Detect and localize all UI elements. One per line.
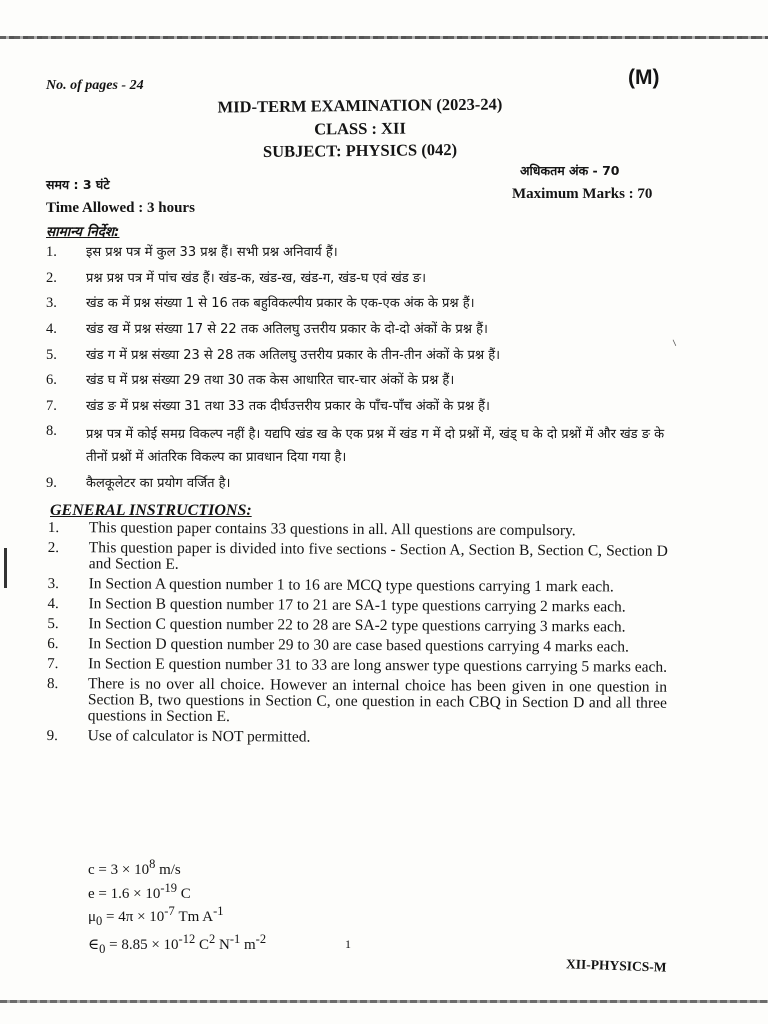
constant-electron-charge: $e = 1.6 \times 10^{-19}$ C <box>88 880 191 902</box>
list-item: 3. In Section A question number 1 to 16 are MCQ type questions carrying 1 mark each. <box>47 575 614 596</box>
hindi-instructions-list <box>46 240 686 497</box>
page-count: No. of pages - 24 <box>46 78 144 93</box>
list-item: 9. कैलकूलेटर का प्रयोग वर्जित है। <box>46 475 231 492</box>
list-item: 4. In Section B question number 17 to 21 are SA-1 type questions carrying 2 marks each. <box>47 595 626 616</box>
list-item: 4. खंड ख में प्रश्न संख्या 17 से 22 तक अतिलघु उत्तरीय प्रकार के दो-दो अंकों के प्रश्न हैं। <box>46 321 488 338</box>
physical-constants <box>88 856 266 958</box>
constant-speed-of-light: $c = 3 \times 10^8$ m/s <box>88 857 181 878</box>
list-item: 5. खंड ग में प्रश्न संख्या 23 से 28 तक अतिलघु उत्तरीय प्रकार के तीन-तीन अंकों के प्रश्न हैं। <box>46 346 501 363</box>
list-item: 9. Use of calculator is NOT permitted. <box>46 727 311 746</box>
hindi-instructions-heading: सामान्य निर्देश: <box>46 224 120 240</box>
pen-mark: ⸌ <box>667 338 680 355</box>
scan-edge-bottom <box>0 1000 768 1003</box>
class-title: CLASS : XII <box>314 118 406 139</box>
general-instructions-heading: GENERAL INSTRUCTIONS: <box>50 502 252 519</box>
maximum-marks: Maximum Marks : 70 <box>512 186 653 202</box>
constant-permittivity: $\in_0 = 8.85 \times 10^{-12}$ $C^2$ $N^{-1}$ $m^{-2}$ <box>88 931 267 956</box>
list-item: 5. In Section C question number 22 to 28 are SA-2 type questions carrying 3 marks each. <box>47 615 626 636</box>
constant-permeability: $\mu_0 = 4\pi \times 10^{-7}$ Tm $A^{-1}$ <box>88 904 224 928</box>
list-item: 3. खंड क में प्रश्न संख्या 1 से 16 तक बहुविकल्पीय प्रकार के एक-एक अंक के प्रश्न हैं। <box>46 295 475 312</box>
list-item: 2. प्रश्न प्रश्न पत्र में पांच खंड हैं। खंड-क, खंड-ख, खंड-ग, खंड-घ एवं खंड ङ। <box>46 269 427 286</box>
subject-title: SUBJECT: PHYSICS (042) <box>262 139 458 162</box>
footer-code: XII-PHYSICS-M <box>565 956 667 975</box>
list-item: 7. खंड ङ में प्रश्न संख्या 31 तथा 33 तक दीर्घउत्तरीय प्रकार के पाँच-पाँच अंकों के प्रश्न हैं। <box>46 397 490 414</box>
time-hindi: समय : 3 घंटे <box>46 177 110 192</box>
list-item: 6. खंड घ में प्रश्न संख्या 29 तथा 30 तक केस आधारित चार-चार अंकों के प्रश्न हैं। <box>46 372 455 389</box>
list-item: 6. In Section D question number 29 to 30 are case based questions carrying 4 marks each. <box>47 635 629 656</box>
binding-mark <box>4 548 7 588</box>
time-allowed: Time Allowed : 3 hours <box>46 200 195 216</box>
scan-edge-top <box>0 36 768 39</box>
exam-title: MID-TERM EXAMINATION (2023-24) <box>217 94 503 117</box>
list-item: 7. In Section E question number 31 to 33 are long answer type questions carrying 5 marks each. <box>47 655 668 676</box>
list-item: 1. इस प्रश्न पत्र में कुल 33 प्रश्न हैं। सभी प्रश्न अनिवार्य हैं। <box>46 244 338 261</box>
page-number: 1 <box>345 937 351 951</box>
list-item: 2. This question paper is divided into five sections - Section A, Section B, Section C, Section D and Section E. <box>47 539 668 573</box>
marks-hindi: अधिकतम अंक - 70 <box>520 163 620 178</box>
general-instructions-list <box>47 520 668 752</box>
list-item: 8. प्रश्न पत्र में कोई समग्र विकल्प नहीं है। यद्यपि खंड ख के एक प्रश्न में खंड ग में दो प्रश्नों में, खंड् घ के दो प्रश्नों में और खंड ङ के तीनों प्रश्नों में आंतरिक विकल्प का प्रावधान दिया गया है। <box>46 423 665 466</box>
set-code: (M) <box>628 66 660 89</box>
list-item: 8. There is no over all choice. However an internal choice has been given in one question in Section B, two questions in Section C, one question in each CBQ in Section D and all three questions in Section E. <box>46 675 668 726</box>
list-item: 1. This question paper contains 33 questions in all. All questions are compulsory. <box>47 519 576 540</box>
